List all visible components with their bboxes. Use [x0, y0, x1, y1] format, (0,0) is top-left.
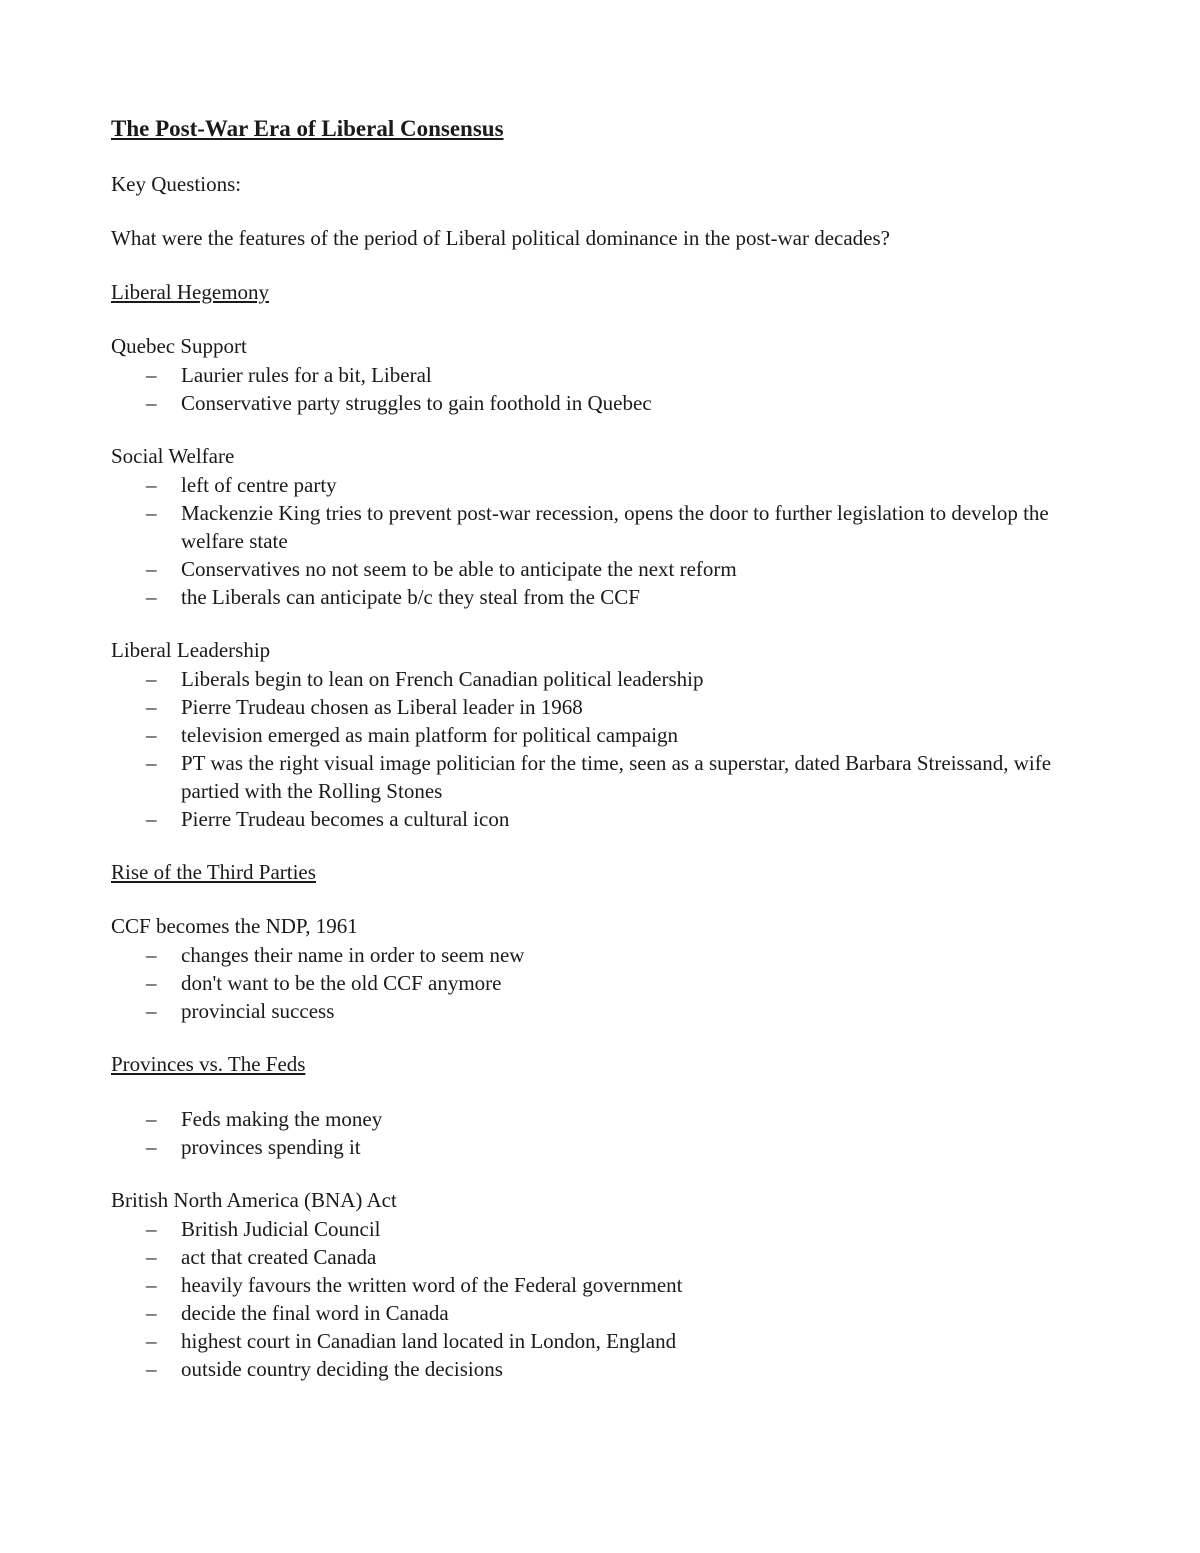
list-item: – highest court in Canadian land located in London, England — [111, 1327, 1091, 1355]
list-item: – Pierre Trudeau becomes a cultural icon — [111, 805, 1091, 833]
key-questions-label: Key Questions: — [111, 172, 242, 197]
list-item: – television emerged as main platform for political campaign — [111, 721, 1091, 749]
list-item: – Pierre Trudeau chosen as Liberal leader in 1968 — [111, 693, 1091, 721]
list-item: – heavily favours the written word of the Federal government — [111, 1271, 1091, 1299]
list-item: – British Judicial Council — [111, 1215, 1091, 1243]
section-heading: Provinces vs. The Feds — [111, 1052, 306, 1077]
list-item: – changes their name in order to seem new — [111, 941, 1091, 969]
bullet-list — [111, 361, 1091, 417]
bullet-list — [111, 1105, 1091, 1161]
topic-title: Liberal Leadership — [111, 638, 271, 663]
topic-title: CCF becomes the NDP, 1961 — [111, 914, 358, 939]
list-item: – the Liberals can anticipate b/c they steal from the CCF — [111, 583, 1091, 611]
topic-title: British North America (BNA) Act — [111, 1188, 397, 1213]
list-item: – Laurier rules for a bit, Liberal — [111, 361, 1091, 389]
list-item: – Liberals begin to lean on French Canadian political leadership — [111, 665, 1091, 693]
list-item: – don't want to be the old CCF anymore — [111, 969, 1091, 997]
section-heading: Liberal Hegemony — [111, 280, 270, 305]
section-heading: Rise of the Third Parties — [111, 860, 316, 885]
topic-title: Quebec Support — [111, 334, 247, 359]
bullet-list — [111, 665, 1091, 833]
bullet-list — [111, 941, 1091, 1025]
list-item: – PT was the right visual image politician for the time, seen as a superstar, dated Barbara Streissand, wife partied with the Rolling Stones — [111, 749, 1091, 805]
list-item: – left of centre party — [111, 471, 1091, 499]
list-item: – act that created Canada — [111, 1243, 1091, 1271]
list-item: – Conservatives no not seem to be able to anticipate the next reform — [111, 555, 1091, 583]
bullet-list — [111, 471, 1091, 611]
list-item: – Conservative party struggles to gain foothold in Quebec — [111, 389, 1091, 417]
list-item: – Feds making the money — [111, 1105, 1091, 1133]
bullet-list — [111, 1215, 1091, 1383]
list-item: – provinces spending it — [111, 1133, 1091, 1161]
list-item: – outside country deciding the decisions — [111, 1355, 1091, 1383]
list-item: – Mackenzie King tries to prevent post-war recession, opens the door to further legislation to develop the welfare state — [111, 499, 1091, 555]
document-title: The Post-War Era of Liberal Consensus — [111, 116, 504, 141]
list-item: – decide the final word in Canada — [111, 1299, 1091, 1327]
topic-title: Social Welfare — [111, 444, 235, 469]
document-page — [111, 113, 1091, 1383]
list-item: – provincial success — [111, 997, 1091, 1025]
key-question: What were the features of the period of Liberal political dominance in the post-war decades? — [111, 226, 890, 251]
